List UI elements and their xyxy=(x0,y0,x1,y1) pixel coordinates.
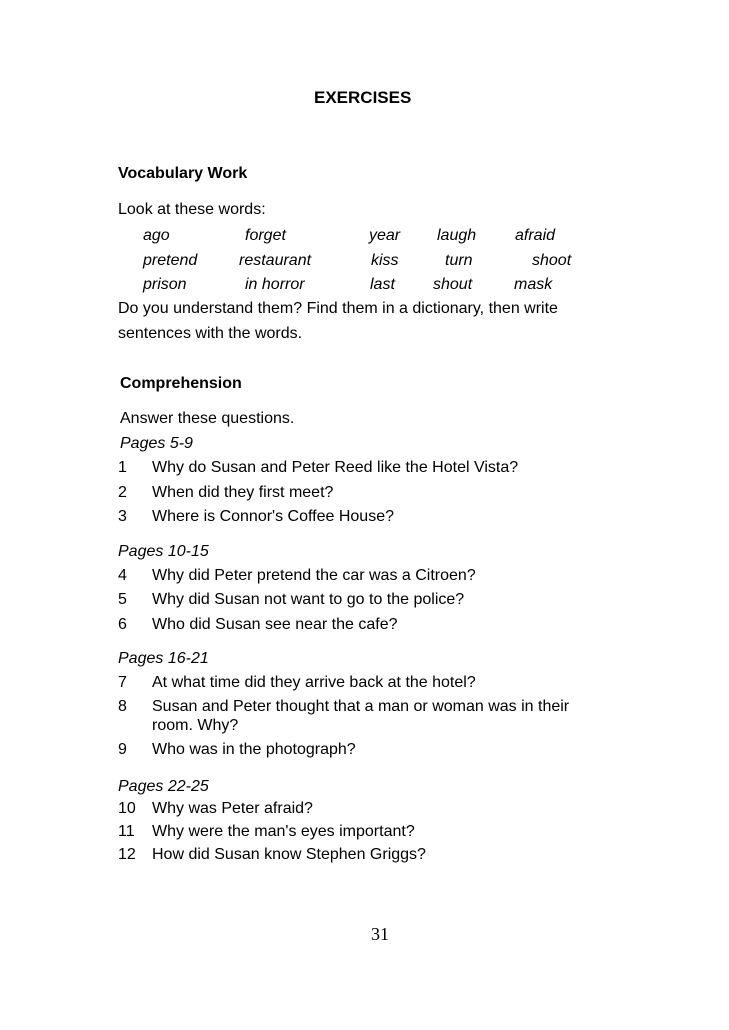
vocabulary-intro: Look at these words: xyxy=(118,201,266,218)
word: turn xyxy=(445,252,473,269)
question-text: How did Susan know Stephen Griggs? xyxy=(152,846,426,863)
question-number: 1 xyxy=(118,459,127,476)
question-text: Who was in the photograph? xyxy=(152,741,356,758)
word: year xyxy=(369,227,401,244)
question-number: 12 xyxy=(118,846,136,863)
question-text-continued: room. Why? xyxy=(152,717,239,734)
question-number: 11 xyxy=(118,823,135,840)
vocabulary-instruction: Do you understand them? Find them in a dictionary, then write xyxy=(118,300,558,317)
question-text: Why did Peter pretend the car was a Citroen? xyxy=(152,567,476,584)
page-number: 31 xyxy=(371,924,389,944)
word: afraid xyxy=(515,227,556,244)
question-number: 8 xyxy=(118,698,127,715)
word: mask xyxy=(514,276,553,293)
page-title: EXERCISES xyxy=(314,88,412,107)
question-text: Where is Connor's Coffee House? xyxy=(152,508,394,525)
question-text: Why were the man's eyes important? xyxy=(152,823,415,840)
word: last xyxy=(370,276,395,293)
question-text: Susan and Peter thought that a man or woman was in their xyxy=(152,698,570,715)
question-text: Who did Susan see near the cafe? xyxy=(152,616,398,633)
question-number: 7 xyxy=(118,674,127,691)
comprehension-heading: Comprehension xyxy=(120,375,242,392)
word: restaurant xyxy=(239,252,312,269)
word: kiss xyxy=(371,252,399,269)
question-text: Why did Susan not want to go to the police? xyxy=(152,591,465,608)
word: shoot xyxy=(532,252,572,269)
pages-label: Pages 10-15 xyxy=(118,543,209,560)
word: in horror xyxy=(245,276,305,293)
question-text: At what time did they arrive back at the hotel? xyxy=(152,674,476,691)
pages-label: Pages 5-9 xyxy=(120,435,193,452)
question-number: 3 xyxy=(118,508,127,525)
word: pretend xyxy=(143,252,198,269)
question-number: 2 xyxy=(118,484,127,501)
vocabulary-instruction: sentences with the words. xyxy=(118,325,303,342)
word: shout xyxy=(433,276,473,293)
vocabulary-heading: Vocabulary Work xyxy=(118,165,248,182)
question-number: 4 xyxy=(118,567,127,584)
word: forget xyxy=(245,227,286,244)
word: prison xyxy=(143,276,187,293)
question-number: 5 xyxy=(118,591,127,608)
pages-label: Pages 22-25 xyxy=(118,778,209,795)
question-number: 9 xyxy=(118,741,127,758)
question-text: Why do Susan and Peter Reed like the Hotel Vista? xyxy=(152,459,519,476)
question-text: When did they first meet? xyxy=(152,484,334,501)
question-number: 6 xyxy=(118,616,127,633)
question-text: Why was Peter afraid? xyxy=(152,800,313,817)
word: ago xyxy=(143,227,170,244)
pages-label: Pages 16-21 xyxy=(118,650,209,667)
comprehension-intro: Answer these questions. xyxy=(120,410,295,427)
question-number: 10 xyxy=(118,800,136,817)
word: laugh xyxy=(437,227,477,244)
